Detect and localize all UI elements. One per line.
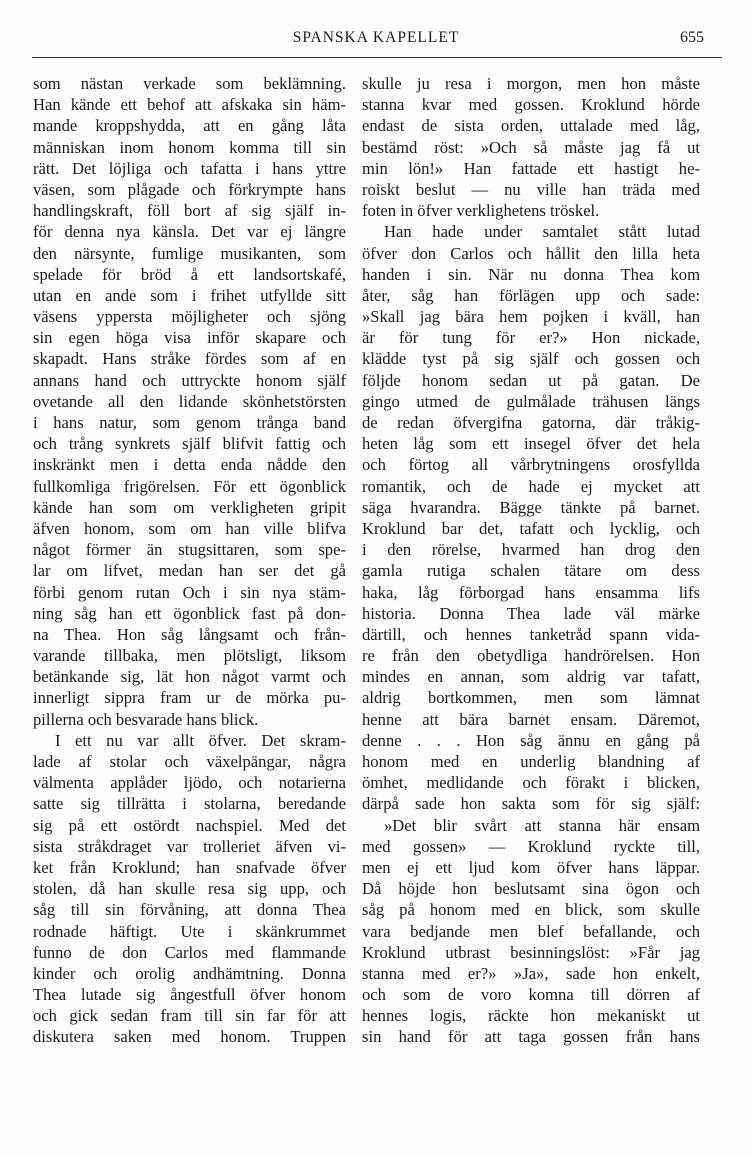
text-line: i den rörelse, hvarmed han drog den — [362, 540, 700, 560]
text-line: sig på ett ostördt nachspiel. Med det — [33, 815, 346, 835]
text-line: kände han som om verkligheten gripit — [33, 497, 346, 517]
text-line: handen i sin. När nu donna Thea kom — [362, 264, 700, 284]
text-line: henne att bära barnet ensam. Däremot, — [362, 709, 700, 729]
text-line: lar om lifvet, medan han ser det gå — [33, 561, 346, 581]
text-line: säga hvarandra. Bägge tänkte på barnet. — [362, 497, 700, 517]
text-line: Kroklund utbrast besinningslöst: »Får jag — [362, 942, 700, 962]
text-line: väsen, som plågade och förkrympte hans — [33, 179, 346, 199]
header-rule — [32, 57, 722, 58]
text-line: aldrig bortkommen, men som lämnat — [362, 688, 700, 708]
text-line: utan en ande som i frihet utfyllde sitt — [33, 285, 346, 305]
text-line: som nästan verkade som beklämning. — [33, 74, 346, 93]
text-line: ket från Kroklund; han snafvade öfver — [33, 857, 346, 877]
text-line: min lön!» Han fattade ett hastigt he- — [362, 158, 700, 178]
text-line: Han kände ett behof att afskaka sin häm- — [33, 95, 346, 115]
text-line: och trång synkrets själf blifvit fattig och — [33, 434, 346, 454]
text-line: inskränkt men i detta enda nådde den — [33, 455, 346, 475]
text-line: därpå sade hon sakta som för sig själf: — [362, 794, 700, 814]
text-line: för denna nya känsla. Det var ej längre — [33, 222, 346, 242]
text-line: re från den obetydliga handrörelsen. Hon — [362, 646, 700, 666]
text-line: och förtog all vårbrytningens orosfyllda — [362, 455, 700, 475]
text-line: välmenta applåder ljödo, och notarierna — [33, 773, 346, 793]
text-line: och som de voro komna till dörren af — [362, 985, 700, 1005]
text-line: ning såg han ett ögonblick fast på don- — [33, 603, 346, 623]
text-line: »Skall jag bära hem pojken i kväll, han — [362, 307, 700, 327]
text-line: de redan öfvergifna gatorna, där tråkig- — [362, 413, 700, 432]
text-line: rodnade häftigt. Ute i skänkrummet — [33, 921, 346, 941]
text-line: vara bedjande men blef befallande, och — [362, 921, 700, 941]
text-line: spelade för bröd å ett landsortskafé, — [33, 264, 346, 284]
text-line: heten låg som ett insegel öfver det hela — [362, 434, 700, 454]
text-line: romantik, och de hade ej mycket att — [362, 476, 700, 496]
text-line: Då höjde hon beslutsamt sina ögon och — [362, 879, 700, 899]
text-line: Han hade under samtalet stått lutad — [384, 222, 700, 242]
text-line: är för tung för er?» Hon nickade, — [362, 328, 700, 348]
text-line: och gick sedan fram till sin far för att — [33, 1006, 346, 1026]
text-line: mindes en annan, som aldrig var tafatt, — [362, 667, 700, 687]
text-line: stanna med er?» »Ja», sade hon enkelt, — [362, 963, 700, 983]
text-line: rätt. Det löjliga och tafatta i hans yttre — [33, 158, 346, 178]
text-line: något förmer än stugsittaren, som spe- — [33, 540, 346, 560]
page-number: 655 — [680, 29, 704, 46]
text-line: gamla rutiga schalen tätare om dess — [362, 561, 700, 581]
text-line: ovetande all den lidande skönhetstörsten — [33, 391, 346, 411]
text-line: följde honom sedan ut på gatan. De — [362, 370, 700, 390]
text-column-right — [362, 73, 700, 1048]
text-line: pillerna och besvarade hans blick. — [33, 709, 259, 729]
text-line: endast de sista orden, uttalade med låg, — [362, 116, 700, 136]
text-line: handlingskraft, föll bort af sig själf in- — [33, 201, 346, 221]
text-line: gingo utmed de gulmålade trähusen längs — [362, 391, 700, 411]
text-line: haka, låg förborgad hans ensamma lifs — [362, 582, 700, 602]
text-line: fullkomliga frigörelsen. För ett ögonblick — [33, 476, 346, 496]
text-line: såg på honom med en blick, som skulle — [362, 900, 700, 920]
text-line: kinder och orolig andhämtning. Donna — [33, 963, 346, 983]
text-line: diskutera saken med honom. Truppen — [33, 1027, 346, 1047]
text-line: Thea lutade sig ångestfull öfver honom — [33, 985, 346, 1005]
text-line: skulle ju resa i morgon, men hon måste — [362, 74, 700, 93]
text-line: lade af stolar och växelpängar, några — [33, 752, 346, 771]
text-line: därtill, och hennes tanketråd spann vida- — [362, 624, 700, 644]
text-line: stolen, då han skulle resa sig upp, och — [33, 879, 346, 899]
text-line: den närsynte, fumlige musikanten, som — [33, 243, 346, 263]
text-line: stanna kvar med gossen. Kroklund hörde — [362, 95, 700, 115]
text-line: mande kroppshydda, att en gång låta — [33, 116, 346, 136]
text-line: annans hand och uttryckte honom själf — [33, 370, 346, 390]
text-line: Kroklund bar det, tafatt och lycklig, och — [362, 518, 700, 538]
text-line: öfver don Carlos och hållit den lilla heta — [362, 243, 700, 263]
text-line: sista stråkdraget var trolleriet äfven vi- — [33, 836, 346, 856]
text-line: varande tillbaka, men plötsligt, liksom — [33, 646, 346, 666]
text-line: åter, såg han förlägen upp och sade: — [362, 285, 700, 305]
text-line: väsens yppersta möjligheter och sjöng — [33, 307, 346, 327]
text-line: såg till sin förvåning, att donna Thea — [33, 900, 346, 920]
text-line: innerligt sippra fram ur de mörka pu- — [33, 688, 346, 708]
text-line: med gossen» — Kroklund ryckte till, — [362, 836, 700, 856]
text-line: historia. Donna Thea lade väl märke — [362, 603, 700, 623]
text-line: satte sig tillrätta i stolarna, beredande — [33, 794, 346, 814]
text-line: förbi genom rutan Och i sin nya stäm- — [33, 582, 346, 602]
text-line: men ej ett ljud kom öfver hans läppar. — [362, 857, 700, 877]
text-line: skapadt. Hans stråke fördes som af en — [33, 349, 346, 369]
text-line: I ett nu var allt öfver. Det skram- — [55, 730, 346, 750]
text-line: honom med en underlig blandning af — [362, 752, 700, 771]
text-line: hennes logis, räckte hon mekaniskt ut — [362, 1006, 700, 1026]
text-line: roiskt beslut — nu ville han träda med — [362, 179, 700, 199]
text-column-left — [33, 73, 346, 1048]
text-line: äfven honom, som om han ville blifva — [33, 518, 346, 538]
text-line: sin egen höga visa inför skapare och — [33, 328, 346, 348]
text-line: bestämd röst: »Och så måste jag få ut — [362, 137, 700, 157]
text-line: ömhet, medlidande och förakt i blicken, — [362, 773, 700, 793]
text-line: sin hand för att taga gossen från hans — [362, 1027, 700, 1047]
text-line: na Thea. Hon såg långsamt och från- — [33, 624, 346, 644]
text-line: funno de don Carlos med flammande — [33, 942, 346, 962]
text-line: »Det blir svårt att stanna här ensam — [384, 815, 700, 835]
text-line: betänkande sig, lät hon något varmt och — [33, 667, 346, 687]
running-header-title: SPANSKA KAPELLET — [292, 29, 460, 46]
text-line: människan inom honom komma till sin — [33, 137, 346, 157]
text-line: denne . . . Hon såg ännu en gång på — [362, 730, 700, 750]
text-line: klädde tyst på sig själf och gossen och — [362, 349, 700, 369]
text-line: foten in öfver verklighetens tröskel. — [362, 201, 600, 221]
text-line: i hans natur, som genom trånga band — [33, 413, 346, 432]
